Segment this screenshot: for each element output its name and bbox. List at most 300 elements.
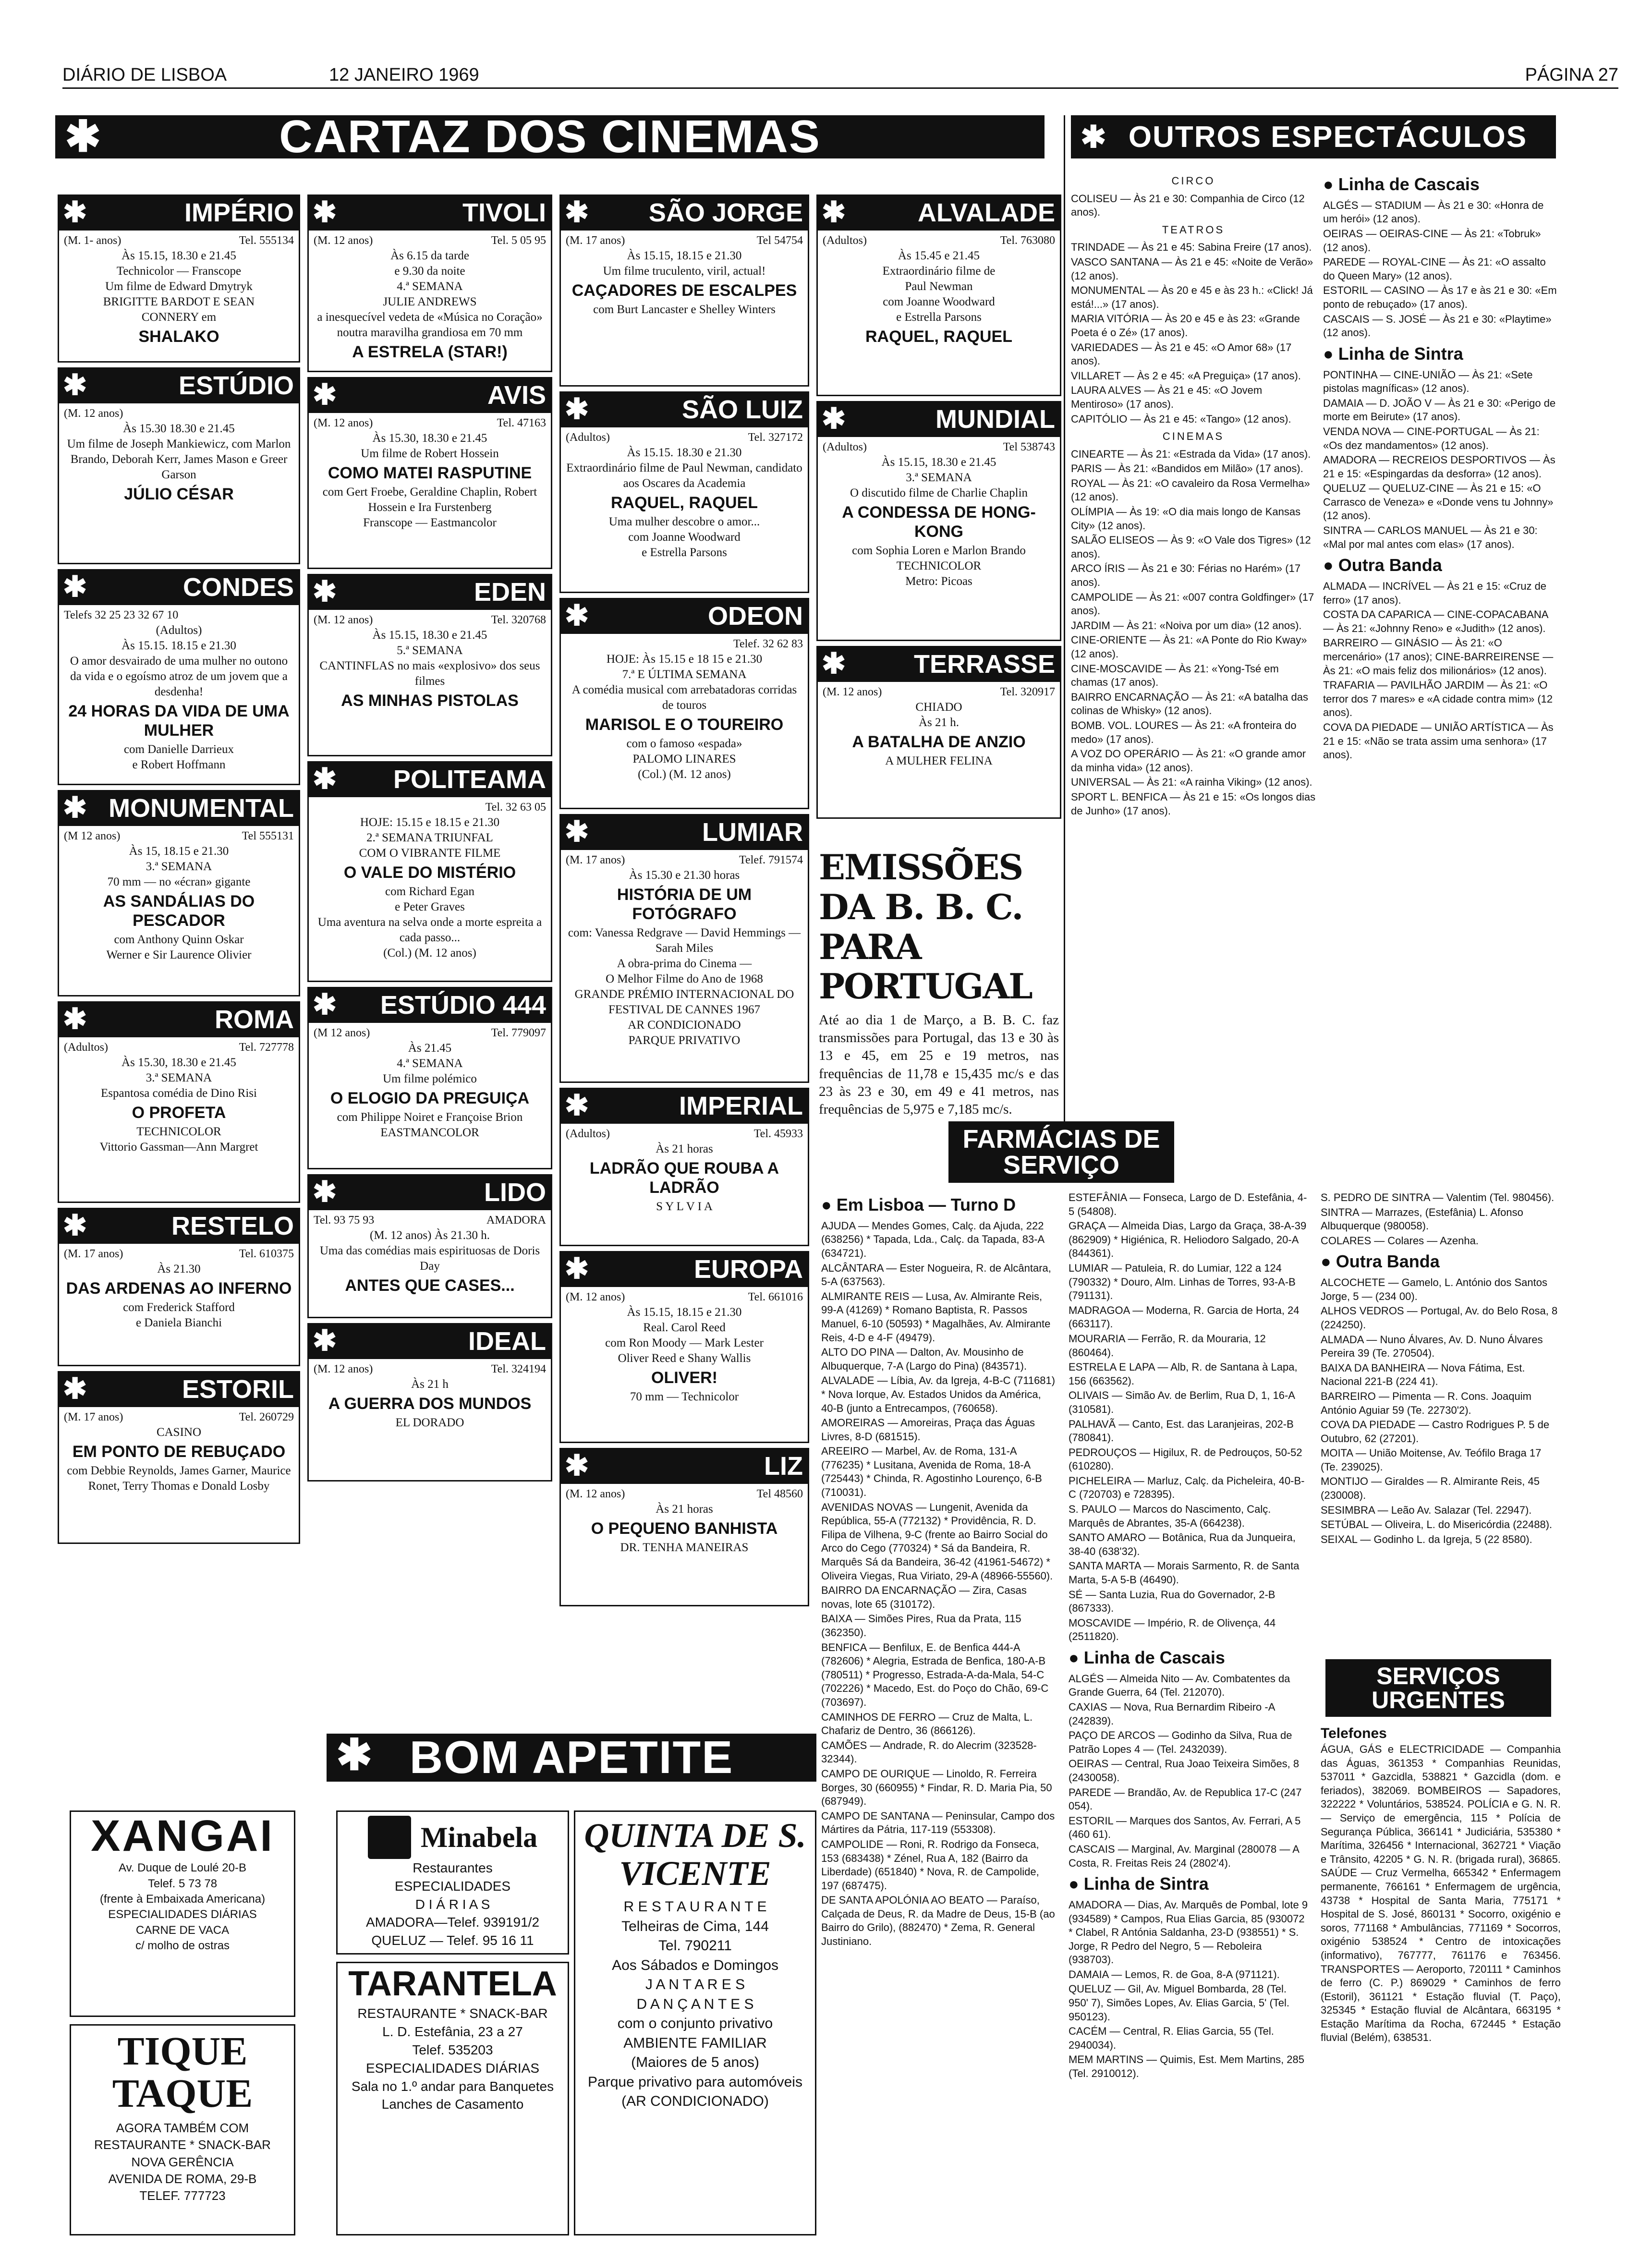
asterisk-icon: ✱ xyxy=(565,196,589,228)
phone-number: Tel. 555134 xyxy=(239,234,294,247)
phone-number: Tel. 610375 xyxy=(239,1248,294,1260)
pharmacy-item: MADRAGOA — Moderna, R. Garcia de Horta, 24 (663117). xyxy=(1069,1304,1300,1330)
cinema-column-4 xyxy=(816,194,1061,857)
film-title: DAS ARDENAS AO INFERNO xyxy=(66,1279,292,1298)
phone-number: Tel. 320917 xyxy=(1000,686,1055,698)
teatro-item: MONUMENTAL — Às 20 e 45 e às 23 h.: «Click! Já está!...» (17 anos). xyxy=(1071,284,1313,310)
film-title: A BATALHA DE ANZIO xyxy=(852,732,1026,751)
age-rating: (M. 17 anos) xyxy=(566,234,625,247)
cinema-name-bar xyxy=(59,1372,299,1407)
listing-line: 3.ª SEMANA xyxy=(146,1071,212,1084)
cinema-item: CINEARTE — Às 21: «Estrada da Vida» (17 anos). xyxy=(1071,448,1311,460)
asterisk-icon: ✱ xyxy=(63,1003,87,1035)
listing-line: (Col.) (M. 12 anos) xyxy=(638,767,731,781)
ad-line: ESPECIALIDADES DIÁRIAS xyxy=(108,1908,257,1921)
film-title: 24 HORAS DA VIDA DE UMA MULHER xyxy=(68,702,290,740)
heading-lisboa: ● Em Lisboa — Turno D xyxy=(821,1195,1016,1215)
cinema-listing xyxy=(559,1448,809,1606)
asterisk-icon: ✱ xyxy=(565,1089,589,1121)
listing-line: A MULHER FELINA xyxy=(885,754,993,767)
film-title: O ELOGIO DA PREGUIÇA xyxy=(330,1089,530,1107)
ad-line: Parque privativo para automóveis xyxy=(588,2074,802,2090)
listing-line: e Estrella Parsons xyxy=(642,546,727,559)
listing-line: O amor desvairado de uma mulher no outono da vida e o egoísmo atroz de um jovem que a desdenha! xyxy=(70,654,288,698)
ad-line: AMBIENTE FAMILIAR xyxy=(623,2035,767,2051)
cinema-name-bar xyxy=(59,1003,299,1037)
cinema-listing xyxy=(559,598,809,809)
cinema-name: EDEN xyxy=(474,578,546,607)
cinema-meta xyxy=(59,233,299,248)
cinema-name-bar xyxy=(59,196,299,231)
cinema-item: BOMB. VOL. LOURES — Às 21: «A fronteira do medo» (17 anos). xyxy=(1071,719,1297,745)
pharmacy-item: S. PEDRO DE SINTRA — Valentim (Tel. 980456). xyxy=(1321,1191,1555,1203)
listing-line: HOJE: Às 15.15 e 18 15 e 21.30 xyxy=(606,652,763,666)
listing-line: com Ron Moody — Mark Lester xyxy=(605,1336,764,1349)
cinema-name: SÃO JORGE xyxy=(648,198,803,228)
listing-line: COM O VIBRANTE FILME xyxy=(359,846,501,860)
pharmacy-item: AVENIDAS NOVAS — Lungenit, Avenida da República, 55-A (772132) * Providência, R. D. Filipa de Vilhena, 9-C (frente ao Bairro Social do Arco do Cego (770324) * Sá da Bandeira, R. Marquês Sá da Bandeira, 36-42 (41961-54672) * Oliveira Viegas, Rua Viriato, 29-A (48966-55560). xyxy=(821,1501,1053,1582)
cinema-meta xyxy=(309,1362,551,1377)
listing-line: GRANDE PRÉMIO INTERNACIONAL DO FESTIVAL DE CANNES 1967 xyxy=(574,987,794,1016)
cinema-listing xyxy=(307,377,552,569)
teatro-item: CAPITÓLIO — Às 21 e 45: «Tango» (12 anos). xyxy=(1071,413,1291,425)
cinema-listing xyxy=(307,194,552,372)
age-rating: (M. 12 anos) xyxy=(566,1291,625,1303)
listing-line: O discutido filme de Charlie Chaplin xyxy=(850,486,1028,499)
age-rating: (M. 1- anos) xyxy=(64,234,121,247)
servicos-banner: SERVIÇOS URGENTES xyxy=(1325,1659,1551,1717)
cinema-name-bar xyxy=(561,1449,808,1484)
listing-line: CHIADO xyxy=(915,700,962,714)
heading-sintra-farm: ● Linha de Sintra xyxy=(1069,1874,1209,1894)
listing-line: Uma aventura na selva onde a morte espreita a cada passo... xyxy=(317,915,542,944)
age-rating: (M 12 anos) xyxy=(64,830,121,842)
ad-line: AVENIDA DE ROMA, 29-B xyxy=(108,2171,257,2186)
listing-line: Às 15.30 e 21.30 horas xyxy=(629,868,740,882)
pharmacy-item: LUMIAR — Patuleia, R. do Lumiar, 122 a 124 (790332) * Douro, Alm. Linhas de Torres, 93-A-B (791131). xyxy=(1069,1262,1296,1302)
asterisk-icon: ✱ xyxy=(822,402,846,435)
listing-line: PARQUE PRIVATIVO xyxy=(628,1033,741,1047)
ad-line: Telef. 535203 xyxy=(412,2042,493,2057)
cinema-name-bar xyxy=(818,402,1060,437)
age-rating: (Adultos) xyxy=(566,1128,610,1140)
pharmacy-item: OLIVAIS — Simão Av. de Berlim, Rua D, 1, 16-A (310581). xyxy=(1069,1389,1295,1415)
bbc-title: EMISSÕES DA B. B. C. PARA PORTUGAL xyxy=(819,847,1032,1007)
cinema-item: CINE-MOSCAVIDE — Às 21: «Yong-Tsé em chamas (17 anos). xyxy=(1071,662,1279,689)
pharmacy-item: AJUDA — Mendes Gomes, Calç. da Ajuda, 222 (638256) * Tapada, Lda., Calç. da Tapada, 83-A (634721). xyxy=(821,1219,1044,1259)
cinema-meta xyxy=(59,1247,299,1262)
listing-line: CONNERY em xyxy=(141,310,217,324)
listing-line: 4.ª SEMANA xyxy=(397,279,463,293)
pharmacy-item: ALCOCHETE — Gamelo, L. António dos Santos Jorge, 5 — (234 00). xyxy=(1321,1276,1548,1302)
cinema-name-bar xyxy=(309,1176,551,1210)
cinema-name-bar xyxy=(561,1089,808,1124)
teatro-item: MARIA VITÓRIA — Às 20 e 45 e às 23: «Grande Poeta é o Zé» (17 anos). xyxy=(1071,313,1300,339)
cinema-name: MONUMENTAL xyxy=(109,794,294,823)
asterisk-icon: ✱ xyxy=(65,113,102,161)
section-cinemas: CINEMAS xyxy=(1162,430,1225,443)
film-title: COMO MATEI RASPUTINE xyxy=(328,463,532,482)
asterisk-icon: ✱ xyxy=(822,647,846,680)
listing-line: BRIGITTE BARDOT E SEAN xyxy=(103,295,255,308)
phone-number: Tel. 727778 xyxy=(239,1041,294,1054)
pharmacy-item: ALCÂNTARA — Ester Nogueira, R. de Alcântara, 5-A (637563). xyxy=(821,1262,1051,1288)
cinema-item: CAMPOLIDE — Às 21: «007 contra Goldfinger» (17 anos). xyxy=(1071,591,1314,617)
asterisk-icon: ✱ xyxy=(63,369,87,401)
pharmacy-item: SANTO AMARO — Botânica, Rua da Junqueira, 38-40 (638'32). xyxy=(1069,1531,1296,1557)
cinema-listing xyxy=(58,194,300,363)
cinema-meta xyxy=(59,608,299,623)
pharmacy-item: MOSCAVIDE — Império, R. de Olivença, 44 (2511820). xyxy=(1069,1616,1276,1643)
cinema-name-bar xyxy=(309,378,551,413)
listing-line: Às 21 horas xyxy=(656,1142,713,1155)
listing-line: A obra-prima do Cinema — xyxy=(617,957,752,970)
film-title: O PROFETA xyxy=(132,1103,226,1122)
circo-item: COLISEU — Às 21 e 30: Companhia de Circo (12 anos). xyxy=(1071,192,1305,219)
pharmacy-item: OEIRAS — Central, Rua Joao Teixeira Simões, 8 (2430058). xyxy=(1069,1758,1300,1784)
ad-line: (Maiores de 5 anos) xyxy=(631,2054,759,2071)
film-title: SHALAKO xyxy=(138,327,219,346)
listing-line: Um filme polémico xyxy=(383,1072,477,1085)
cinema-listing xyxy=(58,1001,300,1203)
asterisk-icon: ✱ xyxy=(313,575,337,607)
cinema-name-bar xyxy=(561,1252,808,1287)
cinema-listing xyxy=(58,1371,300,1544)
cinema-name: IMPÉRIO xyxy=(184,198,294,228)
pharmacy-item: ESTRELA E LAPA — Alb, R. de Santana à Lapa, 156 (663562). xyxy=(1069,1361,1298,1387)
cinema-name: CONDES xyxy=(182,573,294,602)
sintra-item: AMADORA — RECREIOS DESPORTIVOS — Às 21 e 15: «Espingardas da desforra» (12 anos). xyxy=(1323,454,1555,480)
ad-line: Sala no 1.º andar para Banquetes xyxy=(351,2078,554,2094)
asterisk-icon: ✱ xyxy=(63,791,87,824)
cinema-meta xyxy=(309,613,551,628)
cinema-name: ESTÚDIO 444 xyxy=(380,991,546,1020)
listing-line: CASINO xyxy=(156,1425,202,1439)
listing-line: Às 15, 18.15 e 21.30 xyxy=(129,844,229,858)
cinema-listing xyxy=(58,790,300,996)
listing-line: Às 15.15, 18.15 e 21.30 xyxy=(627,1305,742,1319)
ad-name: QUINTA DE S. VICENTE xyxy=(584,1816,806,1893)
heading-banda-farm: ● Outra Banda xyxy=(1321,1251,1440,1272)
cinema-name: ALVALADE xyxy=(918,198,1055,228)
cinema-item: UNIVERSAL — Às 21: «A rainha Viking» (12 anos). xyxy=(1071,776,1312,789)
ad-line: RESTAURANTE * SNACK-BAR xyxy=(357,2006,548,2021)
ad-line: com o conjunto privativo xyxy=(617,2016,773,2032)
banda-item: COVA DA PIEDADE — UNIÃO ARTÍSTICA — Às 21 e 15: «Não se trata assim uma senhora» (17 anos). xyxy=(1323,721,1554,761)
ad-line: R E S T A U R A N T E xyxy=(623,1899,767,1915)
listing-line: EASTMANCOLOR xyxy=(380,1126,479,1139)
banda-item: TRAFARIA — PAVILHÃO JARDIM — Às 21: «O terror dos 7 mares» e «A cidade contra mim» (12 anos). xyxy=(1323,679,1553,719)
servicos-heading: Telefones xyxy=(1321,1725,1387,1741)
heading-outra-banda: ● Outra Banda xyxy=(1323,555,1442,575)
pharmacy-item: BAIRRO DA ENCARNAÇÃO — Zira, Casas novas, lote 65 (310172). xyxy=(821,1584,1027,1610)
cinema-meta xyxy=(309,1026,551,1041)
film-title: ANTES QUE CASES... xyxy=(345,1276,515,1295)
film-title: AS SANDÁLIAS DO PESCADOR xyxy=(103,892,255,930)
ad-line: Tel. 790211 xyxy=(658,1938,732,1954)
pharmacy-item: SEIXAL — Godinho L. da Igreja, 5 (22 8580). xyxy=(1321,1533,1532,1545)
cinema-meta xyxy=(59,406,299,421)
listing-line: 3.ª SEMANA xyxy=(906,471,972,484)
cinemas-banner: ✱ CARTAZ DOS CINEMAS xyxy=(55,115,1045,158)
listing-line: com Anthony Quinn Oskar xyxy=(114,933,244,946)
pharmacy-item: AMADORA — Dias, Av. Marquês de Pombal, lote 9 (934589) * Campos, Rua Elias Garcia, 85 (930072 * Clabel, R Antónia Saldanha, 23-D (938551) * S. Jorge, R Pedro del Negro, 5 — Reboleira (938703). xyxy=(1069,1898,1308,1966)
ad-line: J A N T A R E S xyxy=(645,1977,745,1993)
cinema-meta xyxy=(561,1127,808,1142)
teatro-item: VILLARET — Às 2 e 45: «A Preguiça» (17 anos). xyxy=(1071,369,1301,382)
pharmacy-item: ALMADA — Nuno Álvares, Av. D. Nuno Álvares Pereira 39 (Te. 270504). xyxy=(1321,1333,1543,1360)
listing-line: Um filme truculento, viril, actual! xyxy=(603,264,766,278)
age-rating: (M. 12 anos) xyxy=(64,407,123,420)
age-rating: (M. 17 anos) xyxy=(566,854,625,866)
ad-name: TIQUE TAQUE xyxy=(112,2029,253,2116)
listing-line: Às 15.30, 18.30 e 21.45 xyxy=(372,431,487,445)
pharmacy-item: BAIXA — Simões Pires, Rua da Prata, 115 (362350). xyxy=(821,1613,1021,1639)
pharmacy-item: QUELUZ — Gil, Av. Miguel Bombarda, 28 (Tel. 950' 7), Simões Lopes, Av. Elias Garcia, 5' (Tel. 950123). xyxy=(1069,1983,1290,2023)
phone-number: Tel. 324194 xyxy=(491,1363,546,1375)
listing-line: O Melhor Filme do Ano de 1968 xyxy=(606,972,763,985)
pharmacy-item: CAMÕES — Andrade, R. do Alecrim (323528-32344). xyxy=(821,1739,1037,1765)
film-title: JÚLIO CÉSAR xyxy=(124,485,234,503)
cinema-listing xyxy=(307,1323,552,1482)
listing-line: Um filme de Joseph Mankiewicz, com Marlon Brando, Deborah Kerr, James Mason e Greer Garson xyxy=(67,437,291,481)
film-title: O PEQUENO BANHISTA xyxy=(591,1519,778,1538)
cinema-name: ROMA xyxy=(215,1005,294,1034)
heading-sintra: ● Linha de Sintra xyxy=(1323,343,1463,364)
pharmacy-item: BENFICA — Benfilux, E. de Benfica 444-A (782606) * Alegria, Estrada de Benfica, 180-A-B (780511) * Progresso, Estrada-A-da-Mala, 54-C (702226) * Macedo, Est. do Poço do Chão, 69-C (703697). xyxy=(821,1641,1049,1708)
listing-line: com Richard Egan xyxy=(385,885,475,898)
cinema-name: IDEAL xyxy=(468,1327,546,1356)
listing-line: Extraordinário filme de xyxy=(882,264,996,278)
pharmacy-item: SINTRA — Marrazes, (Estefânia) L. Afonso Albuquerque (980058). xyxy=(1321,1206,1523,1232)
phone-number: AMADORA xyxy=(486,1214,546,1227)
servicos-section xyxy=(1321,1724,1561,2238)
cinema-name-bar xyxy=(59,571,299,605)
listing-line: Às 21.30 xyxy=(157,1262,201,1275)
cascais-item: ALGÉS — STADIUM — Às 21 e 30: «Honra de um herói» (12 anos). xyxy=(1323,199,1544,225)
ad-tarantela xyxy=(336,1962,569,2235)
cinema-column-1 xyxy=(58,194,300,1731)
cinema-name-bar xyxy=(59,1209,299,1244)
pharmacy-item: SANTA MARTA — Morais Sarmento, R. de Santa Marta, 5-A 5-B (46490). xyxy=(1069,1560,1300,1586)
cinema-item: A VOZ DO OPERÁRIO — Às 21: «O grande amor da minha vida» (12 anos). xyxy=(1071,748,1306,774)
phone-number: Tel 54754 xyxy=(756,234,803,247)
ad-quinta-sao-vicente xyxy=(574,1810,816,2235)
cinema-meta xyxy=(561,430,808,445)
cinema-name-bar xyxy=(309,196,551,231)
phone-number: Tel 48560 xyxy=(756,1488,803,1500)
age-rating: (M. 17 anos) xyxy=(64,1411,123,1423)
ad-line: TELEF. 777723 xyxy=(139,2188,226,2203)
listing-line: com: Vanessa Redgrave — David Hemmings — Sarah Miles xyxy=(568,926,801,955)
cascais-item: OEIRAS — OEIRAS-CINE — Às 21: «Tobruk» (12 anos). xyxy=(1323,227,1541,254)
phone-number: Telef. 791574 xyxy=(739,854,803,866)
listing-line: 70 mm — no «écran» gigante xyxy=(107,875,251,888)
pharmacy-item: PALHAVÃ — Canto, Est. das Laranjeiras, 202-B (780841). xyxy=(1069,1418,1294,1444)
pharmacy-item: ALMIRANTE REIS — Lusa, Av. Almirante Reis, 99-A (41269) * Romano Baptista, R. Passos Manuel, 6-10 (50593) * Magalhães, Av. Almirante Reis, 4-D e 4-F (49479). xyxy=(821,1290,1051,1344)
listing-line: Às 15.15. 18.30 e 21.30 xyxy=(627,446,742,459)
asterisk-icon: ✱ xyxy=(63,1209,87,1241)
age-rating: (M. 12 anos) xyxy=(314,417,373,429)
cinema-listing xyxy=(559,1251,809,1443)
listing-line: DR. TENHA MANEIRAS xyxy=(620,1541,749,1554)
phone-number: Telef. 32 62 83 xyxy=(733,638,803,650)
cinema-listing xyxy=(559,814,809,1083)
listing-line: com Joanne Woodward xyxy=(628,530,741,544)
listing-line: Franscope — Eastmancolor xyxy=(363,516,497,529)
listing-line: Technicolor — Franscope xyxy=(116,264,242,278)
page-number: PÁGINA 27 xyxy=(1525,65,1618,85)
listing-line: Às 15.15. 18.15 e 21.30 xyxy=(121,639,236,652)
cinema-meta xyxy=(561,1487,808,1502)
listing-line: EL DORADO xyxy=(395,1416,464,1429)
listing-line: Uma das comédias mais espirituosas de Doris Day xyxy=(319,1244,540,1273)
asterisk-icon: ✱ xyxy=(313,196,337,228)
ad-line: D I Á R I A S xyxy=(415,1896,490,1912)
pharmacy-item: CAMPOLIDE — Roni, R. Rodrigo da Fonseca, 153 (683438) * Zénel, Rua A, 182 (Bairro da Liberdade) (651840) * Nova, R. de Campolide, 197 (687475). xyxy=(821,1838,1039,1892)
cinema-listing xyxy=(307,761,552,982)
ad-line: NOVA GERÊNCIA xyxy=(131,2154,234,2169)
listing-line: Vittorio Gassman—Ann Margret xyxy=(99,1140,258,1154)
pharmacy-item: ALHOS VEDROS — Portugal, Av. do Belo Rosa, 8 (224250). xyxy=(1321,1305,1558,1331)
film-title: HISTÓRIA DE UM FOTÓGRAFO xyxy=(617,885,752,923)
listing-line: com Danielle Darrieux xyxy=(123,742,234,756)
ad-line: Av. Duque de Loulé 20-B xyxy=(119,1861,246,1875)
listing-line: TECHNICOLOR xyxy=(136,1125,221,1138)
listing-line: 7.ª E ÚLTIMA SEMANA xyxy=(622,668,747,681)
age-rating: (M 12 anos) xyxy=(314,1027,370,1039)
pharmacy-item: ALGÉS — Almeida Nito — Av. Combatentes da Grande Guerra, 64 (Tel. 212070). xyxy=(1069,1672,1290,1699)
issue-date: 12 JANEIRO 1969 xyxy=(329,65,479,85)
listing-line: (Adultos) xyxy=(156,623,202,637)
listing-line: Um filme de Robert Hossein xyxy=(361,447,499,460)
cinema-item: ROYAL — Às 21: «O cavaleiro da Rosa Vermelha» (12 anos). xyxy=(1071,477,1310,503)
cinema-meta xyxy=(818,233,1060,248)
cinema-name-bar xyxy=(561,599,808,634)
listing-line: Um filme de Edward Dmytryk xyxy=(105,279,253,293)
listing-line: e Peter Graves xyxy=(395,900,465,913)
pharm-col-1 xyxy=(821,1191,1059,2238)
age-rating: (M. 12 anos) xyxy=(314,614,373,626)
heading-cascais-farm: ● Linha de Cascais xyxy=(1069,1648,1225,1667)
age-rating: Telefs 32 25 23 32 67 10 xyxy=(64,609,179,621)
phone-number: Tel. 327172 xyxy=(748,431,803,444)
cinema-name: LUMIAR xyxy=(702,818,803,847)
pharmacy-item: AMOREIRAS — Amoreiras, Praça das Águas Livres, 8-D (681515). xyxy=(821,1417,1035,1443)
listing-line: 5.ª SEMANA xyxy=(397,644,463,657)
cinema-name: EUROPA xyxy=(693,1255,803,1284)
asterisk-icon: ✱ xyxy=(63,571,87,603)
section-circo: CIRCO xyxy=(1171,175,1215,187)
sintra-item: SINTRA — CARLOS MANUEL — Às 21 e 30: «Mal por mal antes com elas» (17 anos). xyxy=(1323,524,1538,550)
cinema-name: MUNDIAL xyxy=(935,405,1055,434)
cinema-meta xyxy=(59,1410,299,1425)
outros-left xyxy=(1071,170,1316,1155)
film-title: EM PONTO DE REBUÇADO xyxy=(72,1442,286,1461)
cinema-name-bar xyxy=(309,763,551,797)
asterisk-icon: ✱ xyxy=(565,393,589,425)
cinema-meta xyxy=(561,233,808,248)
ad-line: (frente à Embaixada Americana) xyxy=(99,1892,266,1906)
film-title: AS MINHAS PISTOLAS xyxy=(341,691,519,710)
cinema-name: RESTELO xyxy=(171,1212,294,1241)
pharmacy-item: PAÇO DE ARCOS — Godinho da Silva, Rua de Patrão Lopes 4 — (Tel. 2432039). xyxy=(1069,1729,1292,1755)
age-rating: (Adultos) xyxy=(823,234,867,247)
age-rating: (Adultos) xyxy=(823,441,867,453)
cinema-name-bar xyxy=(59,791,299,826)
sintra-item: DAMAIA — D. JOÃO V — Às 21 e 30: «Perigo de morte em Beirute» (17 anos). xyxy=(1323,397,1556,423)
listing-line: com Frederick Stafford xyxy=(123,1300,235,1314)
cinema-item: ARCO ÍRIS — Às 21 e 30: Férias no Harém» (17 anos). xyxy=(1071,562,1301,589)
cinema-name-bar xyxy=(309,1324,551,1359)
listing-line: Às 21 h. xyxy=(918,716,960,729)
asterisk-icon: ✱ xyxy=(336,1731,374,1779)
listing-line: e Robert Hoffmann xyxy=(132,758,226,771)
ad-line: Lanches de Casamento xyxy=(381,2097,524,2112)
listing-line: Às 21 horas xyxy=(656,1502,713,1516)
age-rating: Tel. 93 75 93 xyxy=(314,1214,375,1227)
teatro-item: TRINDADE — Às 21 e 45: Sabina Freire (17 anos). xyxy=(1071,241,1312,254)
bbc-box xyxy=(819,847,1059,1117)
cinema-name: POLITEAMA xyxy=(393,765,546,794)
cinema-item: SALÃO ELISEOS — Às 9: «O Vale dos Tigres» (12 anos). xyxy=(1071,534,1311,560)
age-rating: (M. 12 anos) xyxy=(823,686,882,698)
cinema-listing xyxy=(816,401,1061,641)
film-title: O VALE DO MISTÉRIO xyxy=(343,863,516,882)
listing-line: Às 15.45 e 21.45 xyxy=(898,249,980,262)
heading-cascais: ● Linha de Cascais xyxy=(1323,174,1480,194)
asterisk-icon: ✱ xyxy=(63,196,87,228)
pharmacy-item: CAMPO DE SANTANA — Peninsular, Campo dos Mártires da Pátria, 117-119 (553308). xyxy=(821,1810,1055,1836)
pharm-col-3 xyxy=(1321,1191,1561,1652)
listing-line: (M. 12 anos) Às 21.30 h. xyxy=(370,1228,490,1242)
sintra-item: PONTINHA — CINE-UNIÃO — Às 21: «Sete pistolas magníficas» (12 anos). xyxy=(1323,368,1533,395)
cinema-listing xyxy=(816,194,1061,396)
cinema-listing xyxy=(559,1088,809,1246)
bbc-text: Até ao dia 1 de Março, a B. B. C. faz transmissões para Portugal, das 13 e 30 às 13 e 45, em 25 e 19 metros, nas frequências de 11,78 e 15,435 mc/s e das 23 às 23 e 30, em 49 e 41 metros, nas frequências de 5,975 e 7,185 mc/s. xyxy=(819,1012,1059,1117)
listing-line: com Sophia Loren e Marlon Brando xyxy=(852,544,1026,557)
phone-number: Tel. 320768 xyxy=(491,614,546,626)
banda-item: ALMADA — INCRÍVEL — Às 21 e 15: «Cruz de ferro» (17 anos). xyxy=(1323,580,1547,606)
cinema-meta xyxy=(561,853,808,868)
pharmacy-item: CACÉM — Central, R. Elias Garcia, 55 (Tel. 2940034). xyxy=(1069,2025,1274,2051)
listing-line: com Debbie Reynolds, James Garner, Maurice Ronet, Terry Thomas e Donald Losby xyxy=(67,1464,291,1493)
pharmacy-item: CAMINHOS DE FERRO — Cruz de Malta, L. Chafariz de Dentro, 36 (866126). xyxy=(821,1711,1033,1737)
listing-line: Às 15.30 18.30 e 21.45 xyxy=(123,422,235,435)
pharmacy-item: ESTORIL — Marques dos Santos, Av. Ferrari, A 5 (460 61). xyxy=(1069,1814,1301,1841)
listing-line: com Philippe Noiret e Françoise Brion xyxy=(337,1110,523,1124)
pharmacy-item: DE SANTA APOLÓNIA AO BEATO — Paraíso, Calçada de Deus, R. da Madre de Deus, 15-B (ao Bairro do Grilo), (882470) * Zema, R. General Justiniano. xyxy=(821,1894,1055,1948)
cinema-name-bar xyxy=(561,393,808,427)
cascais-item: CASCAIS — S. JOSÉ — Às 21 e 30: «Playtime» (12 anos). xyxy=(1323,313,1552,339)
asterisk-icon: ✱ xyxy=(313,988,337,1020)
cinema-meta xyxy=(309,233,551,248)
listing-line: 70 mm — Technicolor xyxy=(630,1390,739,1403)
asterisk-icon: ✱ xyxy=(63,1372,87,1405)
cinema-meta xyxy=(309,800,551,815)
pharmacy-item: PAREDE — Brandão, Av. de Republica 17-C (247 054). xyxy=(1069,1786,1302,1812)
cinema-meta xyxy=(59,1040,299,1055)
cinema-name: SÃO LUIZ xyxy=(682,395,803,425)
cinema-listing xyxy=(307,987,552,1169)
teatro-item: VASCO SANTANA — Às 21 e 45: «Noite de Verão» (12 anos). xyxy=(1071,255,1313,282)
cinema-name: LIDO xyxy=(484,1178,546,1207)
listing-line: Às 15.15, 18.30 e 21.45 xyxy=(372,628,487,642)
ad-line: ESPECIALIDADES xyxy=(394,1878,511,1894)
listing-line: Extraordinário filme de Paul Newman, candidato aos Oscares da Academia xyxy=(566,461,802,490)
cinema-listing xyxy=(559,391,809,593)
listing-line: a inesquecível vedeta de «Música no Coração» noutra maravilha grandiosa em 70 mm xyxy=(317,310,543,339)
